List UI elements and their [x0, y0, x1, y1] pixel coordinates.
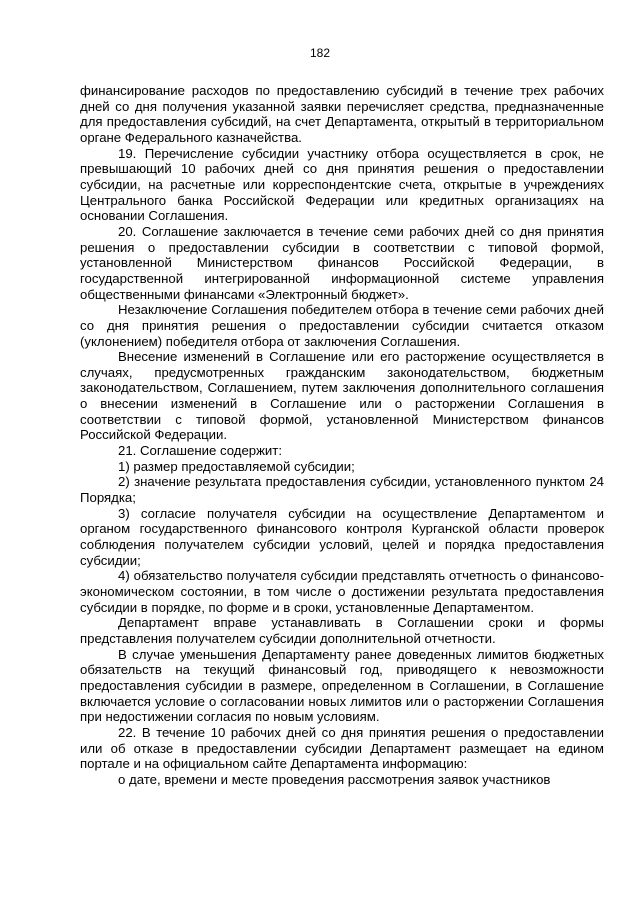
paragraph: финансирование расходов по предоставлению субсидий в течение трех рабочих дней со дня получения указанной заявки перечисляет средства, предназначенные для предоставления субсидий, на счет Департамента, открытый в территориальном органе Федерального казначейства.: [80, 83, 604, 145]
paragraph: 19. Перечисление субсидии участнику отбора осуществляется в срок, не превышающий 10 рабочих дней со дня принятия решения о предоставлении субсидии, на расчетные или корреспондентские счета, открытые в учреждениях Центрального банка Российской Федерации или кредитных организациях на основании Соглашения.: [80, 145, 604, 224]
paragraph: Департамент вправе устанавливать в Соглашении сроки и формы представления получателем субсидии дополнительной отчетности.: [80, 615, 604, 646]
paragraph: 3) согласие получателя субсидии на осуществление Департаментом и органом государственного финансового контроля Курганской области проверок соблюдения получателем субсидии условий, целей и порядка предоставления субсидии;: [80, 505, 604, 568]
paragraph: 4) обязательство получателя субсидии представлять отчетность о финансово-экономическом состоянии, в том числе о достижении результата предоставления субсидии в порядке, по форме и в сроки, установленные Департаментом.: [80, 568, 604, 615]
paragraph: Незаключение Соглашения победителем отбора в течение семи рабочих дней со дня принятия решения о предоставлении субсидии считается отказом (уклонением) победителя отбора от заключения Соглашения.: [80, 302, 604, 349]
paragraph: Внесение изменений в Соглашение или его расторжение осуществляется в случаях, предусмотренных гражданским законодательством, бюджетным законодательством, Соглашением, путем заключения дополнительного соглашения о внесении изменений в Соглашение или о расторжении Соглашения в соответствии с типовой формой, установленной Министерством финансов Российской Федерации.: [80, 349, 604, 443]
paragraph: 2) значение результата предоставления субсидии, установленного пунктом 24 Порядка;: [80, 474, 604, 506]
paragraph: 22. В течение 10 рабочих дней со дня принятия решения о предоставлении или об отказе в предоставлении субсидии Департамент размещает на едином портале и на официальном сайте Департамента информацию:: [80, 724, 604, 772]
paragraph: о дате, времени и месте проведения рассмотрения заявок участников: [118, 771, 551, 787]
page-number: 182: [309, 46, 331, 60]
paragraph: 20. Соглашение заключается в течение семи рабочих дней со дня принятия решения о предоставлении субсидии в соответствии с типовой формой, установленной Министерством финансов Российской Федерации, в государственной интегрированной информационной системе управления общественными финансами «Электронный бюджет».: [80, 223, 604, 302]
paragraph: В случае уменьшения Департаменту ранее доведенных лимитов бюджетных обязательств на текущий финансовый год, приводящего к невозможности предоставления субсидии в размере, определенном в Соглашении, в Соглашение включается условие о согласовании новых лимитов или о расторжении Соглашения при недостижении согласия по новым условиям.: [80, 646, 604, 725]
paragraph: 21. Соглашение содержит:: [118, 443, 283, 459]
document-body: [80, 83, 604, 788]
paragraph: 1) размер предоставляемой субсидии;: [118, 458, 355, 474]
